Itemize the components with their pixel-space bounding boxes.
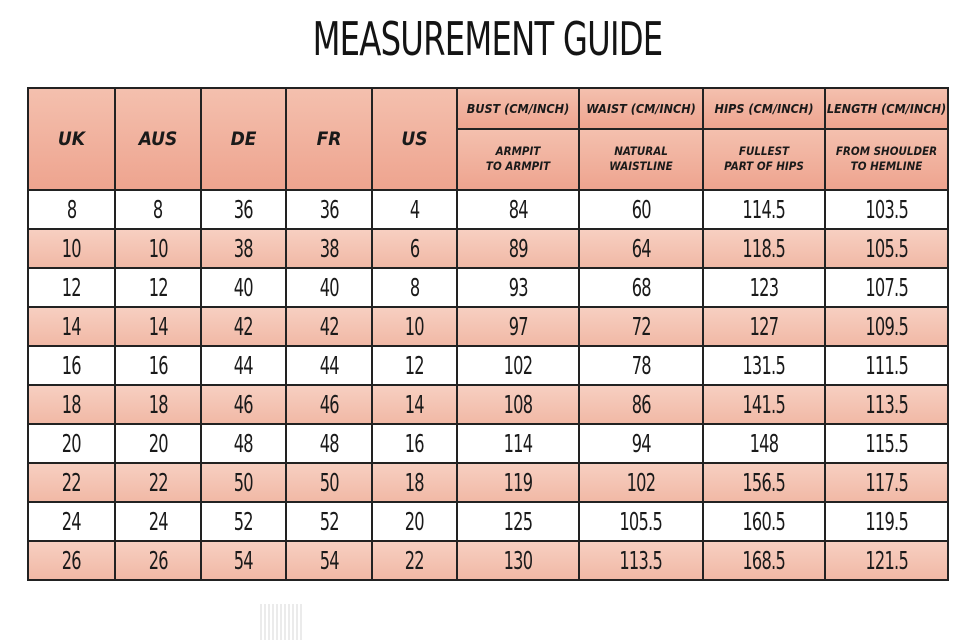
hips-description xyxy=(703,129,825,190)
cell-value: 22 xyxy=(404,546,425,575)
cell-value: 12 xyxy=(148,273,168,302)
table-cell xyxy=(28,463,115,502)
cell-value: 115.5 xyxy=(865,429,908,458)
table-cell xyxy=(286,541,372,580)
table-cell xyxy=(457,346,579,385)
table-cell xyxy=(372,541,457,580)
cell-value: 48 xyxy=(319,429,339,458)
table-row xyxy=(28,502,948,541)
table-cell xyxy=(286,268,372,307)
column-header-length: LENGTH (CM/INCH) xyxy=(825,88,948,129)
cell-value: 102 xyxy=(626,468,656,497)
table-cell xyxy=(286,346,372,385)
cell-value: 6 xyxy=(409,234,420,263)
bust-description-line2: TO ARMPIT xyxy=(485,159,551,174)
table-cell xyxy=(201,190,286,229)
cell-value: 36 xyxy=(319,195,339,224)
table-cell xyxy=(579,385,703,424)
paper-texture-mark xyxy=(260,604,304,640)
cell-value: 38 xyxy=(319,234,339,263)
measurement-table xyxy=(27,87,949,581)
cell-value: 18 xyxy=(61,390,82,419)
table-cell xyxy=(457,502,579,541)
table-cell xyxy=(286,190,372,229)
bust-description xyxy=(457,129,579,190)
cell-value: 40 xyxy=(319,273,339,302)
cell-value: 24 xyxy=(61,507,82,536)
cell-value: 119.5 xyxy=(865,507,908,536)
table-cell xyxy=(28,229,115,268)
table-row xyxy=(28,307,948,346)
cell-value: 131.5 xyxy=(742,351,786,380)
table-cell xyxy=(703,307,825,346)
cell-value: 20 xyxy=(148,429,168,458)
table-cell xyxy=(825,229,948,268)
cell-value: 42 xyxy=(319,312,339,341)
table-cell xyxy=(457,268,579,307)
cell-value: 40 xyxy=(233,273,254,302)
table-row xyxy=(28,424,948,463)
table-cell xyxy=(201,346,286,385)
table-cell xyxy=(372,424,457,463)
table-cell xyxy=(703,424,825,463)
cell-value: 93 xyxy=(508,273,528,302)
cell-value: 119 xyxy=(503,468,533,497)
cell-value: 14 xyxy=(61,312,82,341)
table-cell xyxy=(372,307,457,346)
table-cell xyxy=(703,385,825,424)
table-cell xyxy=(703,268,825,307)
cell-value: 160.5 xyxy=(742,507,786,536)
table-row xyxy=(28,385,948,424)
table-cell xyxy=(579,502,703,541)
cell-value: 42 xyxy=(233,312,254,341)
table-cell xyxy=(825,385,948,424)
cell-value: 38 xyxy=(233,234,254,263)
table-cell xyxy=(28,424,115,463)
cell-value: 107.5 xyxy=(865,273,908,302)
cell-value: 54 xyxy=(319,546,339,575)
table-cell xyxy=(825,346,948,385)
table-cell xyxy=(115,268,201,307)
table-cell xyxy=(703,190,825,229)
column-header-aus: AUS xyxy=(115,88,201,190)
table-cell xyxy=(115,502,201,541)
cell-value: 22 xyxy=(61,468,82,497)
column-header-waist: WAIST (CM/INCH) xyxy=(579,88,703,129)
cell-value: 89 xyxy=(508,234,528,263)
table-row xyxy=(28,229,948,268)
table-cell xyxy=(201,463,286,502)
table-cell xyxy=(372,385,457,424)
table-cell xyxy=(579,541,703,580)
cell-value: 12 xyxy=(404,351,425,380)
table-cell xyxy=(825,502,948,541)
cell-value: 130 xyxy=(503,546,533,575)
cell-value: 18 xyxy=(148,390,168,419)
cell-value: 64 xyxy=(631,234,651,263)
bust-description-line1: ARMPIT xyxy=(495,144,541,159)
table-cell xyxy=(115,229,201,268)
table-cell xyxy=(825,190,948,229)
cell-value: 103.5 xyxy=(865,195,908,224)
table-cell xyxy=(579,424,703,463)
table-cell xyxy=(579,463,703,502)
cell-value: 12 xyxy=(61,273,82,302)
table-cell xyxy=(703,229,825,268)
table-cell xyxy=(286,463,372,502)
cell-value: 121.5 xyxy=(865,546,908,575)
table-cell xyxy=(372,268,457,307)
table-cell xyxy=(201,541,286,580)
cell-value: 78 xyxy=(631,351,651,380)
cell-value: 105.5 xyxy=(619,507,663,536)
hips-description-line1: FULLEST xyxy=(738,144,790,159)
table-cell xyxy=(28,385,115,424)
table-cell xyxy=(579,346,703,385)
cell-value: 44 xyxy=(319,351,339,380)
cell-value: 50 xyxy=(233,468,254,497)
cell-value: 48 xyxy=(233,429,254,458)
cell-value: 10 xyxy=(148,234,168,263)
table-cell xyxy=(703,346,825,385)
table-cell xyxy=(457,541,579,580)
cell-value: 102 xyxy=(503,351,533,380)
table-cell xyxy=(579,268,703,307)
table-cell xyxy=(28,268,115,307)
column-header-us: US xyxy=(372,88,457,190)
cell-value: 26 xyxy=(148,546,168,575)
cell-value: 14 xyxy=(148,312,168,341)
table-row xyxy=(28,190,948,229)
table-cell xyxy=(115,424,201,463)
cell-value: 20 xyxy=(61,429,82,458)
table-cell xyxy=(28,346,115,385)
table-cell xyxy=(703,541,825,580)
length-description-line2: TO HEMLINE xyxy=(850,159,923,174)
cell-value: 60 xyxy=(631,195,651,224)
cell-value: 109.5 xyxy=(865,312,908,341)
cell-value: 84 xyxy=(508,195,528,224)
cell-value: 148 xyxy=(749,429,779,458)
table-cell xyxy=(825,463,948,502)
table-cell xyxy=(115,541,201,580)
table-cell xyxy=(201,307,286,346)
table-row xyxy=(28,268,948,307)
table-row xyxy=(28,541,948,580)
cell-value: 44 xyxy=(233,351,254,380)
table-cell xyxy=(703,502,825,541)
table-cell xyxy=(825,268,948,307)
column-header-uk: UK xyxy=(28,88,115,190)
length-description-line1: FROM SHOULDER xyxy=(835,144,938,159)
cell-value: 54 xyxy=(233,546,254,575)
table-cell xyxy=(457,385,579,424)
cell-value: 94 xyxy=(631,429,651,458)
table-cell xyxy=(286,385,372,424)
column-header-hips: HIPS (CM/INCH) xyxy=(703,88,825,129)
table-cell xyxy=(825,541,948,580)
table-cell xyxy=(115,346,201,385)
table-cell xyxy=(825,424,948,463)
cell-value: 46 xyxy=(319,390,339,419)
cell-value: 111.5 xyxy=(865,351,908,380)
cell-value: 26 xyxy=(61,546,82,575)
table-cell xyxy=(579,190,703,229)
table-cell xyxy=(28,502,115,541)
cell-value: 8 xyxy=(153,195,163,224)
table-cell xyxy=(457,463,579,502)
table-cell xyxy=(372,463,457,502)
cell-value: 168.5 xyxy=(742,546,786,575)
cell-value: 86 xyxy=(631,390,651,419)
table-cell xyxy=(28,541,115,580)
cell-value: 4 xyxy=(409,195,420,224)
cell-value: 8 xyxy=(66,195,77,224)
table-row xyxy=(28,346,948,385)
page-title: MEASUREMENT GUIDE xyxy=(312,12,663,66)
table-cell xyxy=(201,385,286,424)
cell-value: 10 xyxy=(61,234,82,263)
cell-value: 118.5 xyxy=(742,234,786,263)
waist-description xyxy=(579,129,703,190)
table-cell xyxy=(457,229,579,268)
table-cell xyxy=(703,463,825,502)
table-cell xyxy=(579,229,703,268)
table-cell xyxy=(28,190,115,229)
hips-description-line2: PART OF HIPS xyxy=(724,159,804,174)
table-cell xyxy=(372,502,457,541)
cell-value: 18 xyxy=(404,468,425,497)
table-cell xyxy=(201,268,286,307)
length-description xyxy=(825,129,948,190)
table-cell xyxy=(201,502,286,541)
table-cell xyxy=(286,424,372,463)
cell-value: 68 xyxy=(631,273,651,302)
cell-value: 105.5 xyxy=(865,234,908,263)
cell-value: 8 xyxy=(409,273,420,302)
cell-value: 20 xyxy=(404,507,425,536)
cell-value: 16 xyxy=(148,351,168,380)
column-header-bust: BUST (CM/INCH) xyxy=(457,88,579,129)
cell-value: 108 xyxy=(503,390,533,419)
table-cell xyxy=(286,307,372,346)
column-header-fr: FR xyxy=(286,88,372,190)
table-cell xyxy=(372,190,457,229)
cell-value: 114.5 xyxy=(742,195,786,224)
cell-value: 36 xyxy=(233,195,254,224)
cell-value: 46 xyxy=(233,390,254,419)
table-row xyxy=(28,463,948,502)
table-cell xyxy=(372,229,457,268)
cell-value: 117.5 xyxy=(865,468,908,497)
cell-value: 127 xyxy=(749,312,779,341)
cell-value: 16 xyxy=(404,429,425,458)
cell-value: 123 xyxy=(749,273,779,302)
cell-value: 10 xyxy=(404,312,425,341)
column-header-de: DE xyxy=(201,88,286,190)
table-cell xyxy=(115,190,201,229)
cell-value: 24 xyxy=(148,507,168,536)
cell-value: 52 xyxy=(233,507,254,536)
cell-value: 97 xyxy=(508,312,528,341)
cell-value: 125 xyxy=(503,507,533,536)
table-cell xyxy=(115,307,201,346)
table-cell xyxy=(457,424,579,463)
cell-value: 14 xyxy=(404,390,425,419)
table-cell xyxy=(28,307,115,346)
table-cell xyxy=(372,346,457,385)
table-cell xyxy=(115,385,201,424)
table-cell xyxy=(286,502,372,541)
cell-value: 22 xyxy=(148,468,168,497)
cell-value: 114 xyxy=(503,429,533,458)
cell-value: 16 xyxy=(61,351,82,380)
header-row xyxy=(28,88,948,129)
cell-value: 156.5 xyxy=(742,468,786,497)
cell-value: 72 xyxy=(631,312,651,341)
table-cell xyxy=(286,229,372,268)
table-cell xyxy=(457,307,579,346)
table-cell xyxy=(201,229,286,268)
table-cell xyxy=(579,307,703,346)
table-cell xyxy=(201,424,286,463)
cell-value: 50 xyxy=(319,468,339,497)
cell-value: 113.5 xyxy=(619,546,663,575)
table-cell xyxy=(457,190,579,229)
cell-value: 141.5 xyxy=(742,390,786,419)
cell-value: 52 xyxy=(319,507,339,536)
waist-description-line1: NATURAL xyxy=(614,144,668,159)
waist-description-line2: WAISTLINE xyxy=(609,159,673,174)
table-cell xyxy=(825,307,948,346)
cell-value: 113.5 xyxy=(865,390,908,419)
table-body xyxy=(28,88,948,580)
table-cell xyxy=(115,463,201,502)
